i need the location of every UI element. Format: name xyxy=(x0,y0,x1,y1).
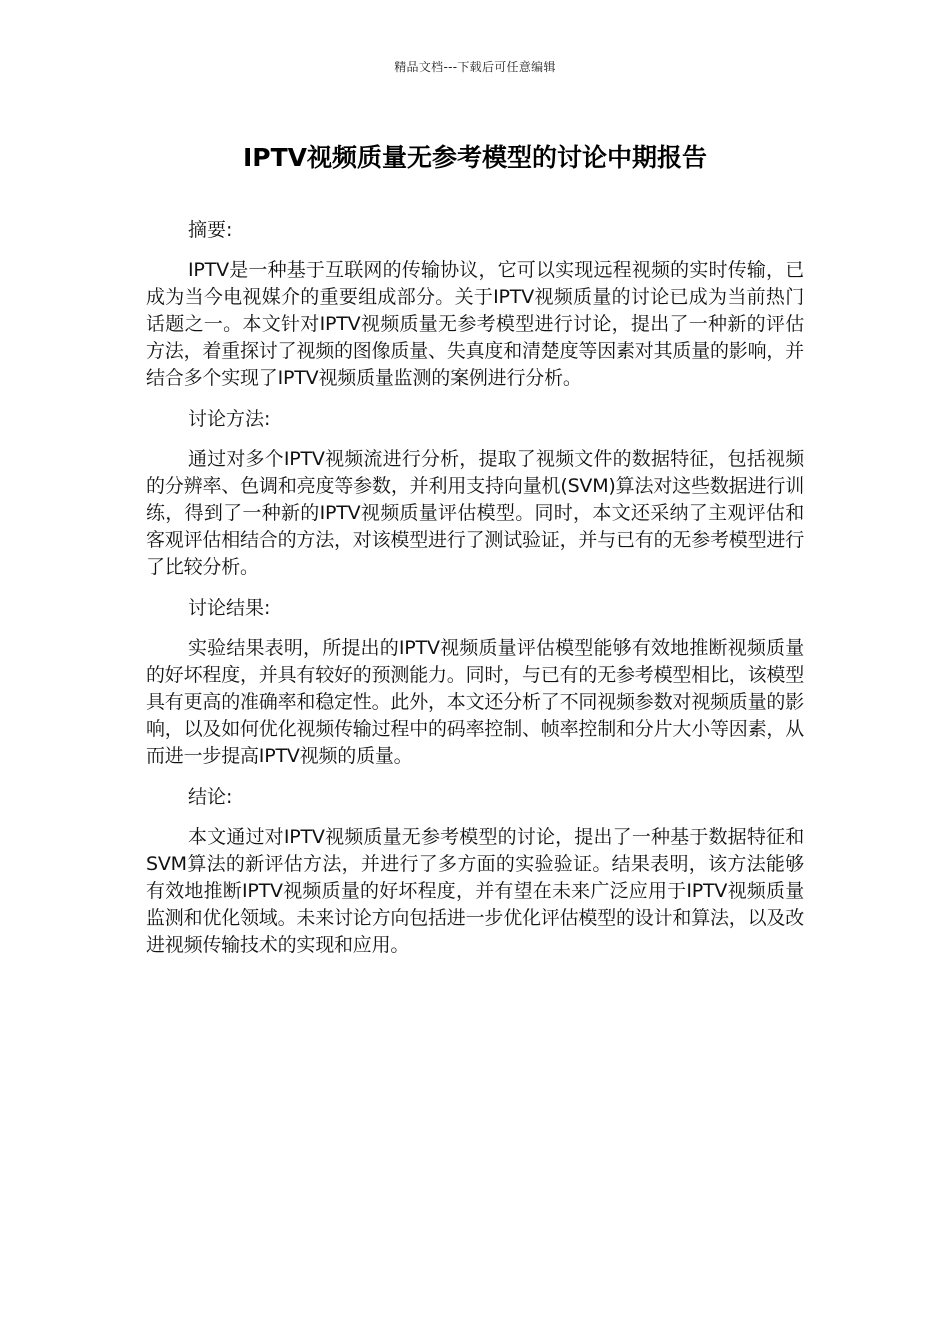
section-results xyxy=(146,595,804,770)
document-content xyxy=(146,217,804,973)
header-note: 精品文档---下载后可任意编辑 xyxy=(394,60,556,74)
section-body: 通过对多个IPTV视频流进行分析，提取了视频文件的数据特征，包括视频的分辨率、色调和亮度等参数，并利用支持向量机(SVM)算法对这些数据进行训练，得到了一种新的IPTV视频质量评估模型。同时，本文还采纳了主观评估和客观评估相结合的方法，对该模型进行了测试验证，并与已有的无参考模型进行了比较分析。 xyxy=(146,448,805,578)
section-conclusion xyxy=(146,784,804,959)
section-abstract xyxy=(146,217,804,392)
section-heading: 讨论方法: xyxy=(188,408,271,430)
section-method xyxy=(146,406,804,581)
section-heading: 摘要: xyxy=(188,219,233,241)
section-body: 本文通过对IPTV视频质量无参考模型的讨论，提出了一种基于数据特征和SVM算法的新评估方法，并进行了多方面的实验验证。结果表明，该方法能够有效地推断IPTV视频质量的好坏程度，并有望在未来广泛应用于IPTV视频质量监测和优化领域。未来讨论方向包括进一步优化评估模型的设计和算法，以及改进视频传输技术的实现和应用。 xyxy=(146,826,805,956)
section-heading: 讨论结果: xyxy=(188,597,271,619)
section-body: IPTV是一种基于互联网的传输协议，它可以实现远程视频的实时传输，已成为当今电视媒介的重要组成部分。关于IPTV视频质量的讨论已成为当前热门话题之一。本文针对IPTV视频质量无参考模型进行讨论，提出了一种新的评估方法，着重探讨了视频的图像质量、失真度和清楚度等因素对其质量的影响，并结合多个实现了IPTV视频质量监测的案例进行分析。 xyxy=(146,259,805,389)
document-title: IPTV视频质量无参考模型的讨论中期报告 xyxy=(242,143,708,172)
section-heading: 结论: xyxy=(188,786,233,808)
section-body: 实验结果表明，所提出的IPTV视频质量评估模型能够有效地推断视频质量的好坏程度，并具有较好的预测能力。同时，与已有的无参考模型相比，该模型具有更高的准确率和稳定性。此外，本文还分析了不同视频参数对视频质量的影响，以及如何优化视频传输过程中的码率控制、帧率控制和分片大小等因素，从而进一步提高IPTV视频的质量。 xyxy=(146,637,805,767)
